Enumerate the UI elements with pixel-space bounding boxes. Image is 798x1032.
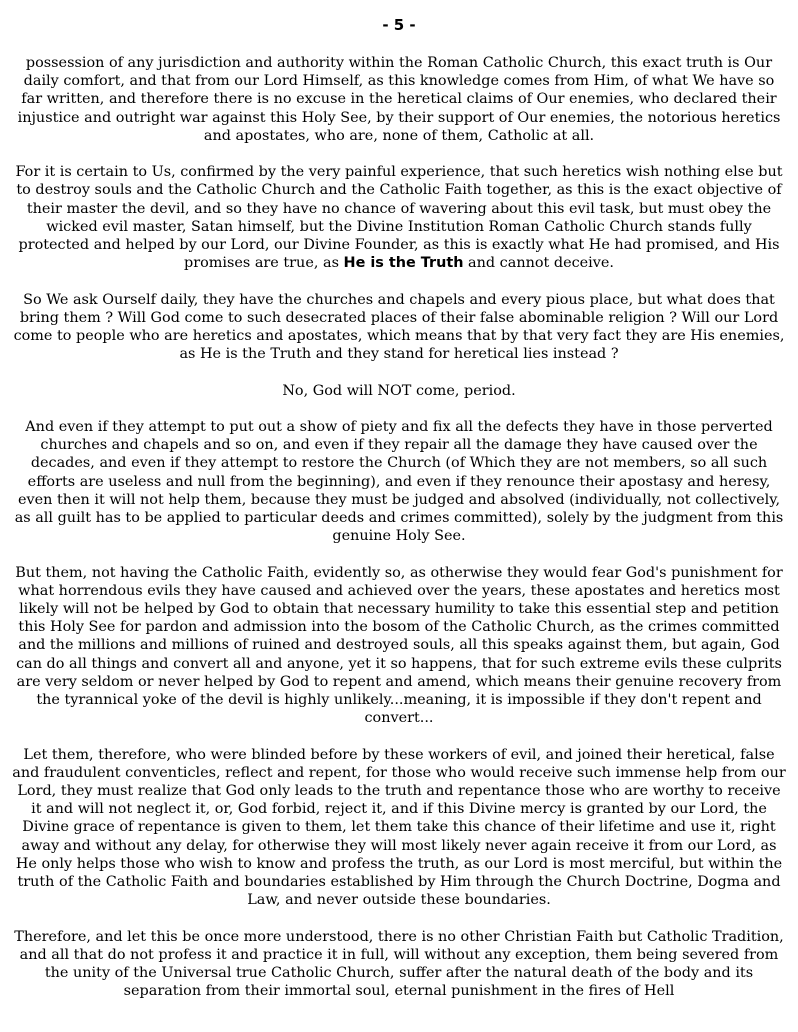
body-text — [12, 54, 786, 1019]
paragraph-2-text: For it is certain to Us, confirmed by the very painful experience, that such heretics wish nothing else but to destroy souls and the Catholic Church and the Catholic Faith together, as this is the exact objective of their master the devil, and so they have no chance of wavering about this evil task, but must obey the wicked evil master, Satan himself, but the Divine Institution Roman Catholic Church stands fully protected and helped by our Lord, our Divine Founder, as this is exactly what He had promised, and His promises are true, as — [15, 164, 783, 272]
paragraph-8: Therefore, and let this be once more understood, there is no other Christian Faith but Catholic Tradition, and all that do not profess it and practice it in full, will without any exception, them being severed from the unity of the Universal true Catholic Church, suffer after the natural death of the body and its separation from their immortal soul, eternal punishment in the fires of Hell — [14, 928, 784, 1000]
paragraph-4: No, God will NOT come, period. — [282, 382, 516, 399]
paragraph-1: possession of any jurisdiction and authority within the Roman Catholic Church, this exact truth is Our daily comfort, and that from our Lord Himself, as this knowledge comes from Him, of what We have so far written, and therefore there is no excuse in the heretical claims of Our enemies, who declared their injustice and outright war against this Holy See, by their support of Our enemies, the notorious heretics and apostates, who are, none of them, Catholic at all. — [17, 55, 781, 144]
paragraph-5: And even if they attempt to put out a show of piety and fix all the defects they have in those perverted churches and chapels and so on, and even if they repair all the damage they have caused over the decades, and even if they attempt to restore the Church (of Which they are not members, so all such efforts are useless and null from the beginning), and even if they renounce their apostasy and heresy, even then it will not help them, because they must be judged and absolved (individually, not collectively, as all guilt has to be applied to particular deeds and crimes committed), solely by the judgment from this genuine Holy See. — [14, 419, 784, 545]
paragraph-2-bold-text: He is the Truth — [343, 255, 464, 272]
page-number: - 5 - — [382, 16, 416, 34]
paragraph-3: So We ask Ourself daily, they have the churches and chapels and every pious place, but what does that bring them ? Will God come to such desecrated places of their false abominable religion ? Will our Lord come to people who are heretics and apostates, which means that by that very fact they are His enemies, as He is the Truth and they stand for heretical lies instead ? — [13, 291, 785, 363]
paragraph-2-text-end: and cannot deceive. — [463, 255, 615, 272]
paragraph-6: But them, not having the Catholic Faith, evidently so, as otherwise they would fear God's punishment for what horrendous evils they have caused and achieved over the years, these apostates and heretics most likely will not be helped by God to obtain that necessary humility to take this essential step and petition this Holy See for pardon and admission into the bosom of the Catholic Church, as the crimes committed and the millions and millions of ruined and destroyed souls, all this speaks against them, but again, God can do all things and convert all and anyone, yet it so happens, that for such extreme evils these culprits are very seldom or never helped by God to repent and amend, which means their genuine recovery from the tyrannical yoke of the devil is highly unlikely...meaning, it is impossible if they don't repent and convert... — [15, 564, 783, 727]
paragraph-2 — [12, 163, 786, 272]
paragraph-7: Let them, therefore, who were blinded before by these workers of evil, and joined their heretical, false and fraudulent conventicles, reflect and repent, for those who would receive such immense help from our Lord, they must realize that God only leads to the truth and repentance those who are worthy to receive it and will not neglect it, or, God forbid, reject it, and if this Divine mercy is granted by our Lord, the Divine grace of repentance is given to them, let them take this chance of their lifetime and use it, right away and without any delay, for otherwise they will most likely never again receive it from our Lord, as He only helps those who wish to know and profess the truth, as our Lord is most merciful, but within the truth of the Catholic Faith and boundaries established by Him through the Church Doctrine, Dogma and Law, and never outside these boundaries. — [12, 746, 786, 909]
